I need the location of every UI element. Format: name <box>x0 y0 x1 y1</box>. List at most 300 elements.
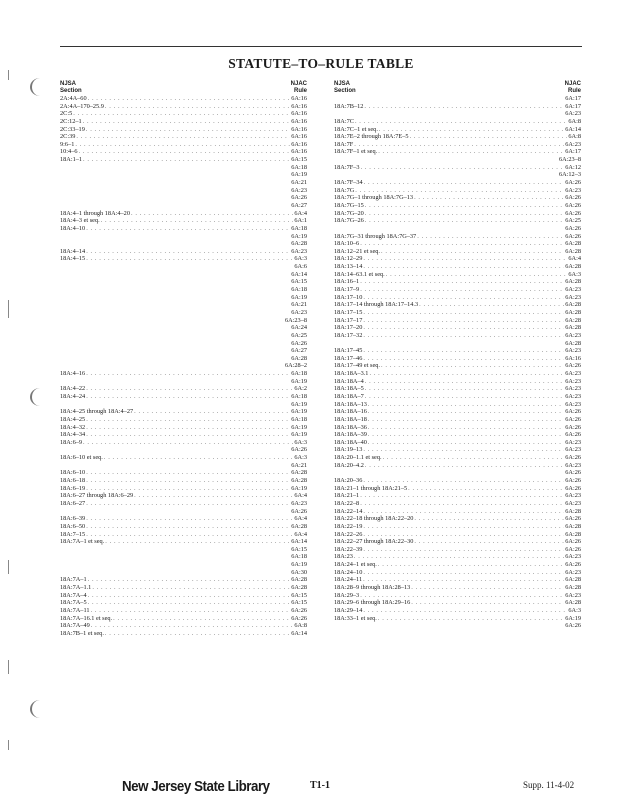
table-row <box>334 309 581 317</box>
table-row <box>334 171 581 179</box>
table-row <box>334 355 581 363</box>
left-table-rows <box>60 95 307 637</box>
rule-number: 6A:23–8 <box>284 316 307 324</box>
table-row <box>60 446 307 454</box>
table-row <box>60 317 307 325</box>
table-row <box>334 332 581 340</box>
dot-leader <box>91 607 291 615</box>
statute-section: 18A:6–18 <box>60 477 86 485</box>
rule-number: 6A:8 <box>568 117 581 125</box>
table-row <box>334 592 581 600</box>
punch-hole-mark <box>30 388 50 406</box>
dot-leader <box>61 378 290 386</box>
dot-leader <box>368 408 564 416</box>
dot-leader <box>363 508 564 516</box>
rule-number: 6A:26 <box>565 415 581 423</box>
rule-number: 6A:23–8 <box>558 156 581 164</box>
rule-number: 6A:26 <box>565 477 581 485</box>
dot-leader <box>335 469 564 477</box>
statute-section: 18A:7A–49 <box>60 622 90 630</box>
left-column <box>60 81 307 637</box>
dot-leader <box>61 194 290 202</box>
rule-number: 6A:25 <box>565 217 581 225</box>
statute-section: 18A:33–1 et seq. <box>334 614 377 622</box>
rule-number: 6A:28 <box>565 240 581 248</box>
dot-leader <box>83 118 291 126</box>
dot-leader <box>363 317 564 325</box>
rule-number: 6A:23 <box>565 400 581 408</box>
dot-leader <box>363 546 564 554</box>
rule-number: 6A:23 <box>291 308 307 316</box>
rule-number: 6A:26 <box>565 454 581 462</box>
header-rule: Rule <box>567 88 581 94</box>
table-row <box>60 340 307 348</box>
dot-leader <box>61 317 284 325</box>
statute-section: 18A:7F <box>334 140 354 148</box>
table-row <box>334 500 581 508</box>
rule-number: 6A:23 <box>565 461 581 469</box>
table-row <box>60 592 307 600</box>
statute-section: 18A:7A–4 <box>60 591 87 599</box>
table-row <box>60 431 307 439</box>
dot-leader <box>381 362 564 370</box>
table-row <box>334 607 581 615</box>
dot-leader <box>365 378 565 386</box>
statute-section: 18A:4–1 through 18A:4–20 <box>60 209 130 217</box>
statute-section: 18A:7G–15 <box>334 201 364 209</box>
dot-leader <box>61 362 284 370</box>
dot-leader <box>134 492 293 500</box>
rule-number: 6A:17 <box>565 102 581 110</box>
statute-section: 2C:12–1 <box>60 117 82 125</box>
statute-section: 18A:6–27 through 18A:6–29 <box>60 492 134 500</box>
dot-leader <box>61 164 290 172</box>
rule-number: 6A:19 <box>291 171 307 179</box>
dot-leader <box>363 607 567 615</box>
dot-leader <box>381 248 564 256</box>
dot-leader <box>92 584 290 592</box>
statute-section: 18A:4–25 through 18A:4–27 <box>60 408 134 416</box>
statute-section: 18A:20–1.1 et seq. <box>334 454 382 462</box>
table-row <box>334 255 581 263</box>
table-row <box>334 148 581 156</box>
statute-section: 18A:22–14 <box>334 507 363 515</box>
column-header <box>60 81 307 95</box>
rule-number: 6A:23 <box>565 438 581 446</box>
rule-number: 6A:28 <box>565 339 581 347</box>
rule-number: 6A:23 <box>565 377 581 385</box>
dot-leader <box>414 515 564 523</box>
dot-leader <box>61 546 290 554</box>
statute-section: 18A:17–49 et seq. <box>334 362 380 370</box>
rule-number: 6A:26 <box>291 194 307 202</box>
statute-section: 18A:18A–18 <box>334 415 367 423</box>
table-row <box>334 370 581 378</box>
header-njac: NJAC <box>564 81 581 87</box>
rule-number: 6A:23 <box>291 186 307 194</box>
statute-section: 18A:21–1 through 18A:21–5 <box>334 484 408 492</box>
statute-section: 18A:6–9 <box>60 438 83 446</box>
table-row <box>334 378 581 386</box>
table-row <box>334 469 581 477</box>
table-row <box>334 584 581 592</box>
rule-number: 6A:18 <box>291 392 307 400</box>
statute-section: 18A:7G–1 through 18A:7G–13 <box>334 194 414 202</box>
dot-leader <box>61 332 290 340</box>
table-row <box>334 240 581 248</box>
dot-leader <box>88 95 291 103</box>
table-row <box>60 362 307 370</box>
statute-section: 18A:22–18 through 18A:22–20 <box>334 515 414 523</box>
rule-number: 6A:26 <box>565 561 581 569</box>
table-row <box>60 187 307 195</box>
dot-leader <box>363 523 564 531</box>
statute-section: 18A:20–36 <box>334 477 363 485</box>
dot-leader <box>61 569 290 577</box>
table-row <box>60 248 307 256</box>
dot-leader <box>411 584 564 592</box>
rule-number: 6A:28 <box>291 576 307 584</box>
dot-leader <box>368 424 564 432</box>
dot-leader <box>335 340 564 348</box>
statute-section: 18A:18A–13 <box>334 400 367 408</box>
dot-leader <box>86 477 290 485</box>
statute-section: 18A:7G–26 <box>334 217 364 225</box>
dot-leader <box>379 126 564 134</box>
dot-leader <box>61 340 290 348</box>
dot-leader <box>354 141 564 149</box>
header-rule: Rule <box>293 88 307 94</box>
rule-number: 6A:19 <box>291 293 307 301</box>
table-row <box>60 576 307 584</box>
statute-section: 18A:21–1 <box>334 492 360 500</box>
table-row <box>334 615 581 623</box>
dot-leader <box>86 515 293 523</box>
rule-number: 6A:3 <box>294 454 307 462</box>
dot-leader <box>360 492 564 500</box>
margin-tick <box>8 660 9 674</box>
statute-section: 9:6–1 <box>60 140 75 148</box>
rule-number: 6A:26 <box>291 614 307 622</box>
rule-number: 6A:28 <box>565 247 581 255</box>
table-row <box>60 561 307 569</box>
rule-number: 6A:23 <box>565 331 581 339</box>
rule-number: 6A:14 <box>291 629 307 637</box>
table-row <box>334 233 581 241</box>
dot-leader <box>369 370 564 378</box>
dot-leader <box>86 385 293 393</box>
statute-section: 18A:7B–1 et seq. <box>60 629 104 637</box>
statute-section: 18A:4–25 <box>60 415 86 423</box>
dot-leader <box>335 171 558 179</box>
statute-section: 18A:7F–3 <box>334 163 360 171</box>
rule-number: 6A:26 <box>565 538 581 546</box>
dot-leader <box>364 179 565 187</box>
table-row <box>60 133 307 141</box>
rule-number: 6A:28 <box>565 584 581 591</box>
dot-leader <box>360 286 564 294</box>
rule-number: 6A:12–3 <box>558 171 581 179</box>
table-row <box>60 515 307 523</box>
dot-leader <box>88 592 291 600</box>
table-row <box>334 294 581 302</box>
statute-section: 18A:7G <box>334 186 355 194</box>
page-number: T1-1 <box>310 780 330 791</box>
dot-leader <box>86 424 290 432</box>
table-row <box>334 179 581 187</box>
table-row <box>60 217 307 225</box>
dot-leader <box>354 553 564 561</box>
rule-number: 6A:26 <box>565 201 581 209</box>
statute-section: 18A:18A–36 <box>334 423 367 431</box>
table-row <box>334 431 581 439</box>
statute-section: 18A:6–39 <box>60 515 86 523</box>
header-njsa: NJSA <box>334 81 351 87</box>
dot-leader <box>411 599 564 607</box>
rule-number: 6A:1 <box>294 217 307 225</box>
table-row <box>60 462 307 470</box>
table-row <box>60 110 307 118</box>
table-row <box>334 622 581 630</box>
rule-number: 6A:26 <box>565 362 581 370</box>
rule-number: 6A:26 <box>565 515 581 523</box>
statute-section: 18A:6–10 <box>60 469 86 477</box>
table-row <box>334 553 581 561</box>
dot-leader <box>86 523 290 531</box>
dot-leader <box>365 385 565 393</box>
statute-section: 18A:7C <box>334 117 354 125</box>
table-row <box>334 477 581 485</box>
rule-number: 6A:28 <box>291 469 307 477</box>
dot-leader <box>363 477 564 485</box>
rule-number: 6A:16 <box>291 125 307 133</box>
rule-number: 6A:26 <box>565 431 581 439</box>
statute-section: 18A:4–16 <box>60 370 86 378</box>
rule-number: 6A:23 <box>565 499 581 507</box>
rule-number: 6A:19 <box>291 431 307 439</box>
dot-leader <box>355 118 567 126</box>
rule-number: 6A:28 <box>291 477 307 485</box>
dot-leader <box>414 194 564 202</box>
rule-number: 6A:23 <box>565 110 581 118</box>
statute-section: 18A:7F–34 <box>334 179 363 187</box>
statute-section: 18A:6–50 <box>60 522 86 530</box>
statute-section: 18A:18A–39 <box>334 431 367 439</box>
dot-leader <box>86 225 290 233</box>
page-title: STATUTE–TO–RULE TABLE <box>228 56 414 71</box>
rule-number: 6A:21 <box>291 461 307 469</box>
dot-leader <box>61 233 290 241</box>
rule-number: 6A:19 <box>291 423 307 431</box>
statute-section: 18A:7A–5 <box>60 599 87 607</box>
dot-leader <box>363 347 564 355</box>
table-row <box>60 263 307 271</box>
table-row <box>60 469 307 477</box>
rule-number: 6A:28 <box>565 522 581 530</box>
table-row <box>60 294 307 302</box>
rule-number: 6A:23 <box>565 568 581 576</box>
table-row <box>60 378 307 386</box>
rule-number: 6A:23 <box>565 286 581 294</box>
statute-section: 18A:4–24 <box>60 392 86 400</box>
table-row <box>334 217 581 225</box>
rule-number: 6A:23 <box>565 591 581 599</box>
table-row <box>334 599 581 607</box>
table-row <box>60 622 307 630</box>
dot-leader <box>61 553 290 561</box>
margin-tick <box>8 70 9 80</box>
statute-section: 18A:18A–4 <box>334 377 364 385</box>
column-header <box>334 81 581 95</box>
statute-section: 18A:4–22 <box>60 385 86 393</box>
rule-number: 6A:28 <box>565 507 581 515</box>
table-row <box>60 347 307 355</box>
rule-number: 6A:28 <box>291 522 307 530</box>
rule-number: 6A:18 <box>291 224 307 232</box>
table-row <box>334 278 581 286</box>
rule-number: 6A:28–2 <box>284 362 307 370</box>
table-row <box>334 439 581 447</box>
table-row <box>60 454 307 462</box>
dot-leader <box>61 271 290 279</box>
dot-leader <box>363 324 564 332</box>
table-row <box>334 416 581 424</box>
statute-section: 18A:16–1 <box>334 278 360 286</box>
table-row <box>334 462 581 470</box>
statute-section: 10:4–6 <box>60 148 78 156</box>
dot-leader <box>363 446 564 454</box>
dot-leader <box>101 217 294 225</box>
dot-leader <box>363 294 564 302</box>
rule-number: 6A:15 <box>291 156 307 164</box>
table-row <box>334 225 581 233</box>
rule-number: 6A:14 <box>291 270 307 278</box>
dot-leader <box>61 240 290 248</box>
statute-section: 18A:17–17 <box>334 316 363 324</box>
rule-number: 6A:28 <box>565 308 581 316</box>
rule-number: 6A:28 <box>565 316 581 324</box>
table-row <box>60 424 307 432</box>
dot-leader <box>363 255 567 263</box>
rule-number: 6A:23 <box>565 385 581 393</box>
rule-number: 6A:28 <box>291 240 307 248</box>
dot-leader <box>61 187 290 195</box>
table-row <box>60 393 307 401</box>
dot-leader <box>368 416 564 424</box>
rule-number: 6A:14 <box>565 125 581 133</box>
dot-leader <box>61 202 290 210</box>
table-row <box>334 164 581 172</box>
table-row <box>334 317 581 325</box>
table-row <box>60 569 307 577</box>
table-row <box>60 370 307 378</box>
rule-number: 6A:26 <box>565 209 581 217</box>
dot-leader <box>86 485 290 493</box>
dot-leader <box>105 630 290 638</box>
dot-leader <box>91 622 294 630</box>
table-row <box>334 324 581 332</box>
statute-section: 18A:17–46 <box>334 354 363 362</box>
table-row <box>60 286 307 294</box>
rule-number: 6A:3 <box>568 606 581 614</box>
dot-leader <box>378 561 564 569</box>
rule-number: 6A:3 <box>294 255 307 263</box>
dot-leader <box>361 164 565 172</box>
table-row <box>60 416 307 424</box>
dot-leader <box>73 110 290 118</box>
rule-number: 6A:26 <box>565 179 581 187</box>
statute-section: 2A:4A–170–25.9 <box>60 102 104 110</box>
dot-leader <box>417 233 564 241</box>
rule-number: 6A:4 <box>294 515 307 523</box>
dot-leader <box>88 599 291 607</box>
table-row <box>60 324 307 332</box>
dot-leader <box>88 576 291 584</box>
table-row <box>60 401 307 409</box>
table-row <box>60 500 307 508</box>
statute-section: 18A:4–15 <box>60 255 86 263</box>
table-row <box>60 202 307 210</box>
table-row <box>334 508 581 516</box>
table-row <box>334 194 581 202</box>
table-row <box>60 584 307 592</box>
rule-number: 6A:12 <box>565 163 581 171</box>
table-row <box>334 362 581 370</box>
rule-number: 6A:23 <box>291 499 307 507</box>
table-row <box>60 531 307 539</box>
table-row <box>334 424 581 432</box>
statute-section: 18A:17–45 <box>334 347 363 355</box>
statute-section: 18A:23 <box>334 553 353 561</box>
dot-leader <box>365 202 565 210</box>
dot-leader <box>61 508 290 516</box>
table-row <box>334 210 581 218</box>
statute-section: 18A:10–6 <box>334 240 360 248</box>
dot-leader <box>83 439 293 447</box>
punch-hole-mark <box>30 78 50 96</box>
statute-section: 18A:18A–3.1 <box>334 370 369 378</box>
table-row <box>60 408 307 416</box>
dot-leader <box>61 401 290 409</box>
dot-leader <box>363 263 564 271</box>
rule-number: 6A:8 <box>294 622 307 630</box>
statute-section: 18A:7G–31 through 18A:7G–37 <box>334 232 417 240</box>
table-row <box>334 515 581 523</box>
table-row <box>60 439 307 447</box>
table-row <box>334 569 581 577</box>
dot-leader <box>410 133 568 141</box>
rule-number: 6A:23 <box>565 186 581 194</box>
right-table-rows <box>334 95 581 630</box>
header-njsa: NJSA <box>60 81 77 87</box>
statute-section: 18A:7G–20 <box>334 209 364 217</box>
table-row <box>60 477 307 485</box>
header-njac: NJAC <box>290 81 307 87</box>
statute-section: 18A:20–4.2 <box>334 461 364 469</box>
statute-section: 18A:12–29 <box>334 255 363 263</box>
statute-section: 2C:5 <box>60 110 73 118</box>
rule-number: 6A:19 <box>565 614 581 622</box>
table-row <box>334 408 581 416</box>
rule-number: 6A:26 <box>565 232 581 240</box>
rule-number: 6A:6 <box>294 263 307 271</box>
dot-leader <box>61 171 290 179</box>
table-row <box>60 126 307 134</box>
statute-section: 18A:4–10 <box>60 224 86 232</box>
dot-leader <box>368 401 564 409</box>
table-row <box>60 615 307 623</box>
rule-number: 6A:28 <box>565 324 581 332</box>
